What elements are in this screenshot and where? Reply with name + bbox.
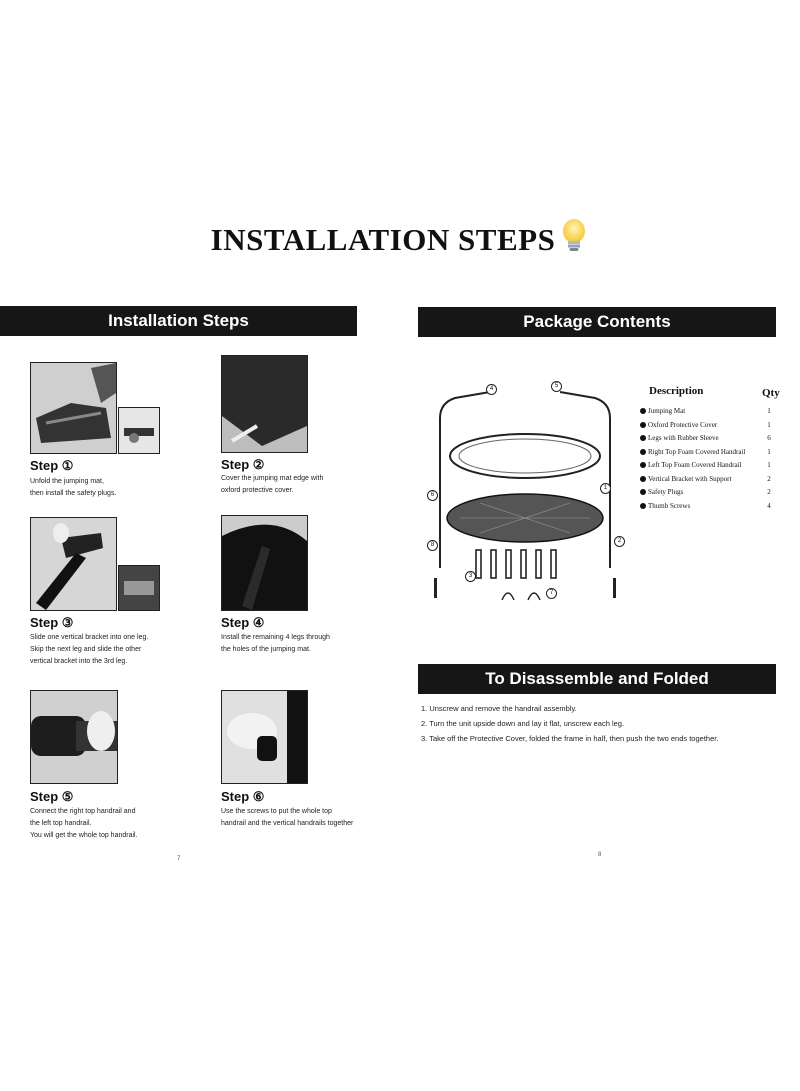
step-1-detail-photo [118,407,160,454]
disassemble-banner-text: To Disassemble and Folded [485,669,709,688]
step-5-line-1: Connect the right top handrail and [30,808,136,815]
step-3-label: Step ③ [30,615,74,630]
parts-list-item: Left Top Foam Covered Handrail [640,459,790,473]
step-1-photo [30,362,117,454]
page-title-text: INSTALLATION STEPS [210,222,556,257]
step-3-line-2: Skip the next leg and slide the other [30,646,142,653]
lightbulb-icon [559,218,589,262]
callout-7: 7 [546,588,557,599]
bullet-icon [640,503,646,509]
callout-4: 4 [486,384,497,395]
disassemble-step-3: 3. Take off the Protective Cover, folded the frame in half, then push the two ends together. [421,734,719,743]
right-page-number: 8 [598,852,602,858]
package-contents-banner-text: Package Contents [523,312,671,331]
callout-2: 2 [614,536,625,547]
parts-list-item: Oxford Protective Cover [640,419,790,433]
step-2-line-1: Cover the jumping mat edge with [221,475,324,482]
step-4-photo [221,515,308,611]
disassemble-steps [421,701,791,746]
bullet-icon [640,489,646,495]
qty-list [762,405,776,513]
qty-value: 6 [767,434,771,442]
description-header: Description [649,385,704,397]
bullet-icon [640,435,646,441]
parts-list-item: Jumping Mat [640,405,790,419]
step-6-line-1: Use the screws to put the whole top [221,808,332,815]
step-3-line-3: vertical bracket into the 3rd leg. [30,658,128,665]
step-5-photo [30,690,118,784]
qty-header: Qty [762,387,780,399]
left-page-number: 7 [177,856,181,862]
step-4-line-1: Install the remaining 4 legs through [221,634,330,641]
qty-value: 2 [767,474,771,483]
bullet-icon [640,449,646,455]
step-4-label: Step ④ [221,615,265,630]
qty-value: 1 [767,420,771,429]
step-2-text [221,473,391,497]
step-3-photo [30,517,117,611]
installation-steps-banner-text: Installation Steps [108,311,249,330]
step-3-text [30,632,215,668]
bullet-icon [640,476,646,482]
bullet-icon [640,422,646,428]
installation-steps-banner [0,306,357,336]
qty-value: 1 [767,407,771,415]
callout-5: 5 [551,381,562,392]
step-1-label: Step ① [30,458,74,473]
step-2-line-2: oxford protective cover. [221,487,294,494]
callout-1: 1 [600,483,611,494]
step-4-text [221,632,391,656]
step-5-line-2: the left top handrail. [30,820,92,827]
step-5-label: Step ⑤ [30,789,74,804]
step-3-detail-photo [118,565,160,611]
step-6-label: Step ⑥ [221,789,265,804]
step-6-line-2: handrail and the vertical handrails together [221,820,354,827]
qty-value: 2 [767,488,771,496]
disassemble-step-1: 1. Unscrew and remove the handrail assembly. [421,704,577,713]
parts-list-item: Vertical Bracket with Support [640,473,790,487]
qty-value: 1 [767,461,771,469]
callout-3: 3 [465,571,476,582]
step-6-photo [221,690,308,784]
step-5-text [30,806,200,842]
parts-list-item: Legs with Rubber Sleeve [640,432,790,446]
step-4-line-2: the holes of the jumping mat. [221,646,311,653]
step-1-line-1: Unfold the jumping mat, [30,478,104,485]
step-5-line-3: You will get the whole top handrail. [30,832,138,839]
parts-list-item: Right Top Foam Covered Handrail [640,446,790,460]
parts-list-item: Thumb Screws [640,500,790,514]
page-title [0,218,800,262]
bullet-icon [640,408,646,414]
qty-value: 1 [767,447,771,456]
disassemble-banner [418,664,776,694]
qty-value: 4 [767,501,771,510]
step-6-text [221,806,401,830]
step-3-line-1: Slide one vertical bracket into one leg. [30,634,149,641]
package-contents-banner [418,307,776,337]
callout-6: 6 [427,490,438,501]
parts-list-item: Safety Plugs [640,486,790,500]
step-2-photo [221,355,308,453]
step-1-text [30,476,200,500]
disassemble-step-2: 2. Turn the unit upside down and lay it flat, unscrew each leg. [421,719,625,728]
bullet-icon [640,462,646,468]
step-1-line-2: then install the safety plugs. [30,490,117,497]
step-2-label: Step ② [221,457,265,472]
callout-8: 8 [427,540,438,551]
